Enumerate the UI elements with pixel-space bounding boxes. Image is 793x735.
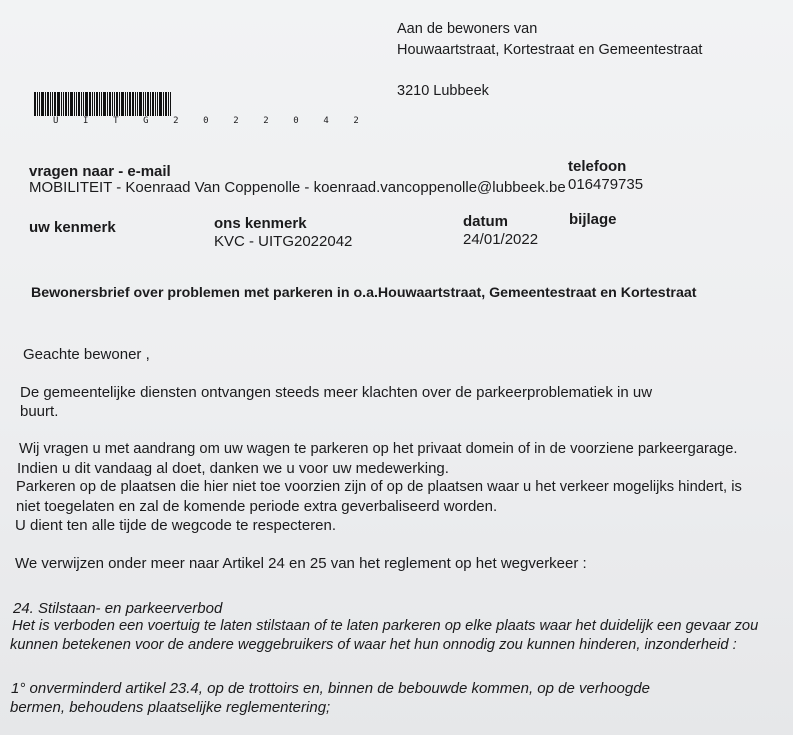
barcode-bar [85, 92, 88, 116]
letter-subject: Bewonersbrief over problemen met parkeren in o.a.Houwaartstraat, Gemeentestraat en Kortestraat [31, 285, 697, 301]
barcode-bar [89, 92, 91, 116]
barcode-bar [168, 92, 169, 116]
barcode-bar [78, 92, 80, 116]
barcode-bar [109, 92, 111, 116]
barcode-bar [37, 92, 38, 116]
paragraph-1-line-2: buurt. [20, 403, 59, 420]
article-line-1: Het is verboden een voertuig te laten stilstaan of te laten parkeren op elke plaats waar het duidelijk een gevaar zou [12, 618, 759, 634]
barcode-bar [61, 92, 62, 116]
barcode-bar [94, 92, 95, 116]
barcode-bar [132, 92, 134, 116]
barcode-bar [125, 92, 126, 116]
article-point-1-line-1: 1° onverminderd artikel 23.4, op de trottoirs en, binnen de bebouwde kommen, op de verhoogde [11, 680, 650, 697]
paragraph-1-line-1: De gemeentelijke diensten ontvangen steeds meer klachten over de parkeerproblematiek in uw [20, 384, 653, 401]
barcode-bar [50, 92, 51, 116]
barcode-bar [96, 92, 98, 116]
date-label: datum [463, 213, 508, 230]
salutation: Geachte bewoner , [23, 346, 150, 363]
date-value: 24/01/2022 [463, 231, 539, 248]
article-title: 24. Stilstaan- en parkeerverbod [13, 600, 223, 617]
barcode-bar [135, 92, 136, 116]
paragraph-2-line-1: Wij vragen u met aandrang om uw wagen te parkeren op het privaat domein of in de voorziene parkeergarage. [19, 441, 738, 457]
barcode-bar [116, 92, 118, 116]
barcode-bar [92, 92, 93, 116]
barcode-bar [159, 92, 162, 116]
barcode-bar [57, 92, 60, 116]
recipient-address [397, 19, 702, 102]
contact-label: vragen naar - e-mail [29, 163, 171, 180]
barcode-bar [121, 92, 124, 116]
article-point-1-line-2: bermen, behoudens plaatselijke reglementering; [10, 699, 331, 716]
your-reference-label: uw kenmerk [29, 219, 116, 236]
recipient-city: 3210 Lubbeek [397, 83, 489, 99]
barcode-bar [152, 92, 154, 116]
barcode [34, 92, 236, 116]
barcode-bar [165, 92, 167, 116]
barcode-bar [147, 92, 149, 116]
barcode-bar [157, 92, 158, 116]
attachment-label: bijlage [569, 211, 617, 228]
barcode-bar [155, 92, 156, 116]
barcode-bar [54, 92, 56, 116]
article-line-2: kunnen betekenen voor de andere weggebruikers of waar het hun onnodig zou kunnen hinderen, inzonderheid : [10, 637, 737, 653]
barcode-bar [45, 92, 46, 116]
barcode-bar [163, 92, 164, 116]
barcode-bar [41, 92, 44, 116]
paragraph-2-line-2: Indien u dit vandaag al doet, danken we u voor uw medewerking. [17, 460, 449, 477]
barcode-bar [139, 92, 142, 116]
barcode-bar [107, 92, 108, 116]
barcode-number: U I T G 2 0 2 2 0 4 2 [53, 116, 369, 126]
barcode-bar [39, 92, 40, 116]
phone-value: 016479735 [568, 176, 644, 193]
our-reference-value: KVC - UITG2022042 [214, 233, 353, 250]
contact-value: MOBILITEIT - Koenraad Van Coppenolle - koenraad.vancoppenolle@lubbeek.be [29, 179, 566, 196]
barcode-bar [150, 92, 151, 116]
paragraph-2-line-4: niet toegelaten en zal de komende periode extra geverbaliseerd worden. [16, 498, 498, 515]
barcode-bar [47, 92, 49, 116]
our-reference-label: ons kenmerk [214, 215, 307, 232]
barcode-bar [83, 92, 84, 116]
barcode-bar [145, 92, 146, 116]
barcode-bar [70, 92, 73, 116]
barcode-bar [101, 92, 102, 116]
barcode-bar [112, 92, 113, 116]
barcode-bar [129, 92, 131, 116]
barcode-bar [137, 92, 138, 116]
barcode-bar [74, 92, 75, 116]
barcode-bar [68, 92, 69, 116]
recipient-line-1: Aan de bewoners van [397, 21, 538, 37]
barcode-bar [81, 92, 82, 116]
barcode-bar [63, 92, 64, 116]
barcode-bar [52, 92, 53, 116]
barcode-bar [103, 92, 106, 116]
paragraph-2-line-5: U dient ten alle tijde de wegcode te respecteren. [15, 517, 337, 534]
barcode-bar [99, 92, 100, 116]
barcode-bar [127, 92, 128, 116]
recipient-line-2: Houwaartstraat, Kortestraat en Gemeentestraat [397, 42, 703, 58]
barcode-bar [65, 92, 67, 116]
phone-label: telefoon [568, 158, 627, 175]
barcode-bar [114, 92, 115, 116]
paragraph-2-line-3: Parkeren op de plaatsen die hier niet toe voorzien zijn of op de plaatsen waar u het verkeer mogelijks hindert, is [16, 479, 742, 495]
barcode-bar [119, 92, 120, 116]
barcode-bar [34, 92, 36, 116]
barcode-bar [76, 92, 77, 116]
paragraph-3: We verwijzen onder meer naar Artikel 24 en 25 van het reglement op het wegverkeer : [15, 555, 587, 572]
barcode-bar [170, 92, 171, 116]
barcode-bar [143, 92, 144, 116]
